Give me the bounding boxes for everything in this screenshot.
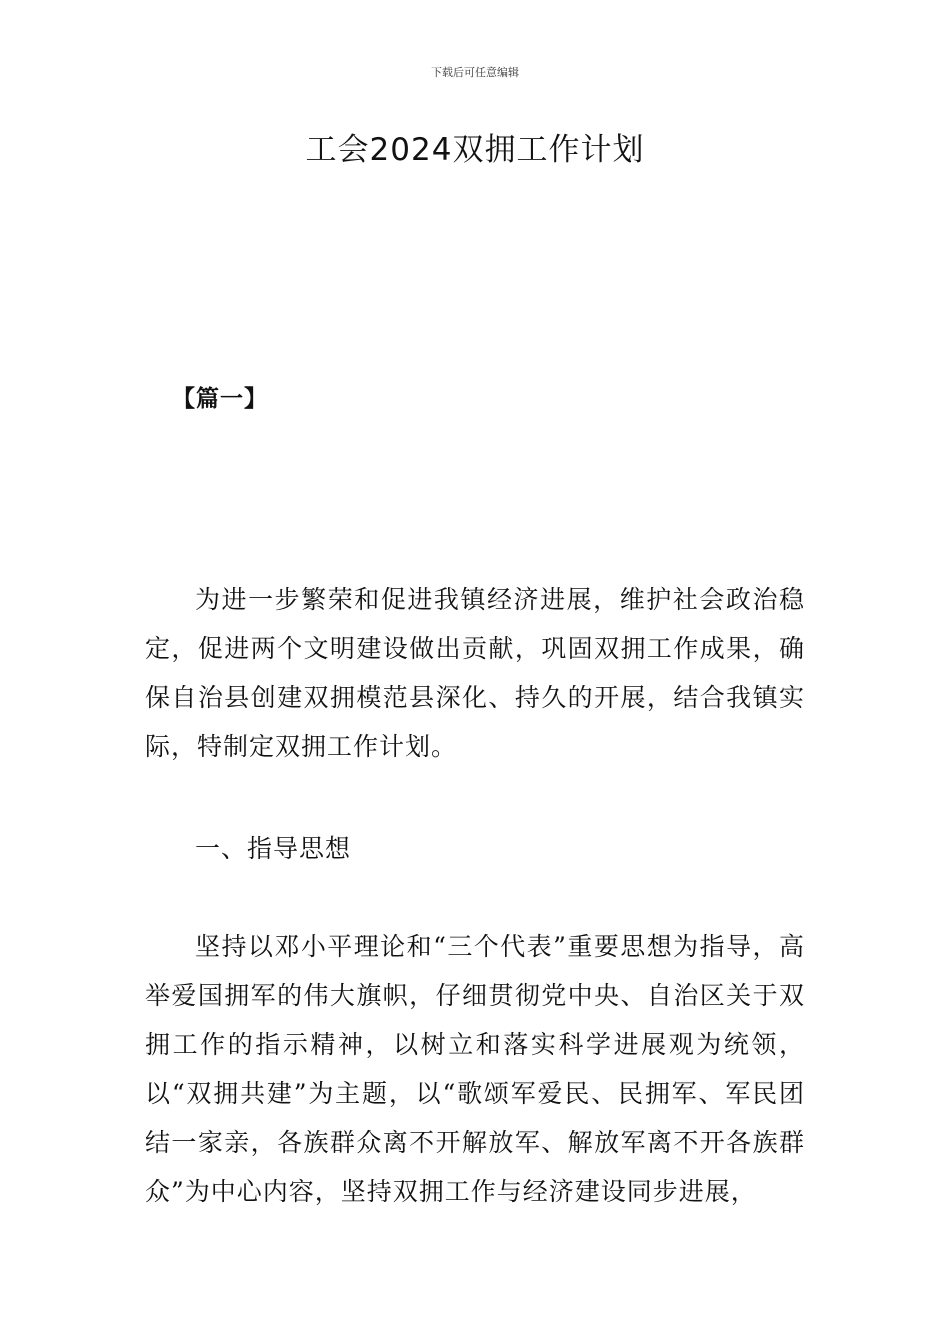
section-label: 【篇一】 [172, 385, 268, 412]
document-title: 工会2024双拥工作计划 [305, 132, 645, 168]
guiding-ideology-paragraph: 坚持以邓小平理论和“三个代表”重要思想为指导，高举爱国拥军的伟大旗帜，仔细贯彻党中央、自治区关于双拥工作的指示精神，以树立和落实科学进展观为统领，以“双拥共建”为主题，以“歌颂军爱民、民拥军、军民团结一家亲，各族群众离不开解放军、解放军离不开各族群众”为中心内容，坚持双拥工作与经济建设同步进展， [145, 932, 805, 1206]
section-heading-guiding-ideology: 一、指导思想 [195, 834, 352, 863]
intro-paragraph: 为进一步繁荣和促进我镇经济进展，维护社会政治稳定，促进两个文明建设做出贡献，巩固双拥工作成果，确保自治县创建双拥模范县深化、持久的开展，结合我镇实际，特制定双拥工作计划。 [145, 585, 805, 761]
header-note: 下载后可任意编辑 [431, 66, 519, 79]
